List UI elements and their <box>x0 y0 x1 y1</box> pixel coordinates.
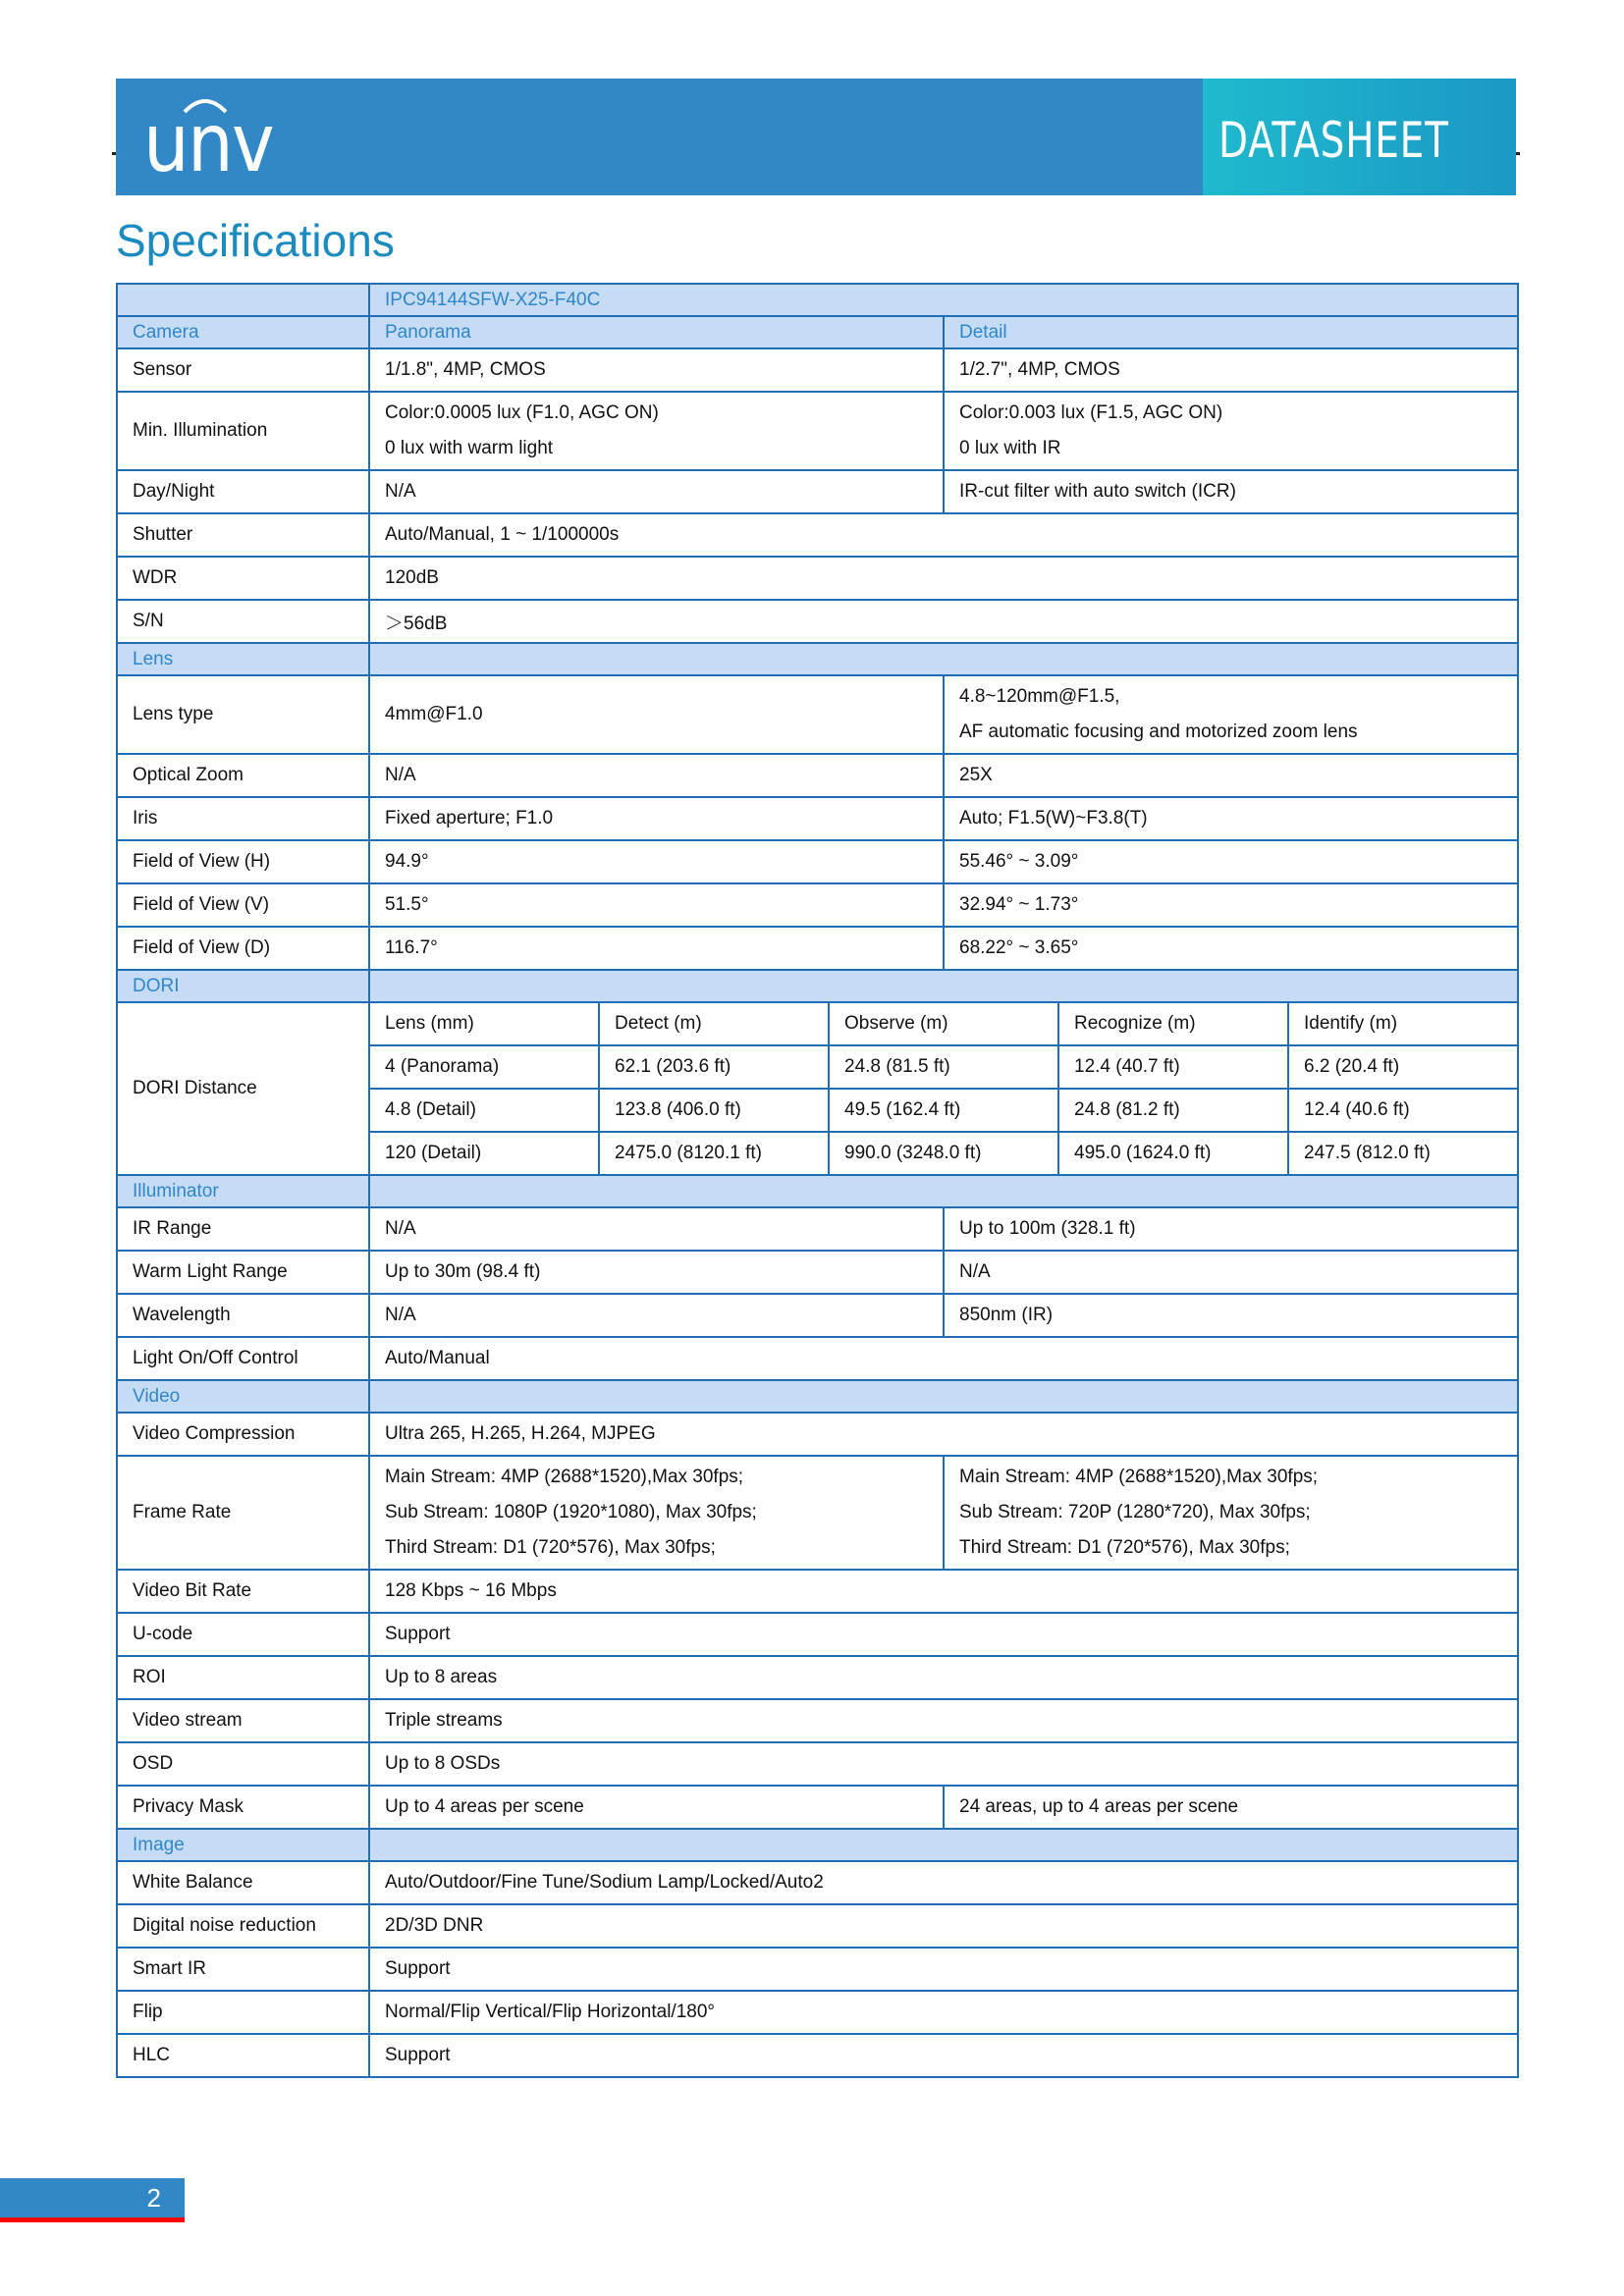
cell-line: 32.94° ~ 1.73° <box>959 894 1079 915</box>
detail-value <box>944 883 1518 927</box>
panorama-value <box>369 797 944 840</box>
cell-line: 4mm@F1.0 <box>385 704 483 724</box>
dori-cell: 120 (Detail) <box>369 1132 599 1175</box>
section-header <box>117 970 1518 1002</box>
panorama-value <box>369 754 944 797</box>
row-label: Day/Night <box>117 470 369 513</box>
spec-row <box>117 600 1518 643</box>
row-label: Shutter <box>117 513 369 557</box>
cell-line: 55.46° ~ 3.09° <box>959 851 1079 872</box>
row-label: Video stream <box>117 1699 369 1742</box>
cell-line: Main Stream: 4MP (2688*1520),Max 30fps; <box>959 1467 1319 1487</box>
spec-row <box>117 1413 1518 1456</box>
row-label: Video Bit Rate <box>117 1570 369 1613</box>
page-number: 2 <box>146 2183 161 2213</box>
section-label: Video <box>117 1380 369 1413</box>
panorama-value <box>369 1294 944 1337</box>
detail-value <box>944 1294 1518 1337</box>
cell-line: AF automatic focusing and motorized zoom lens <box>959 721 1358 742</box>
dori-cell: 24.8 (81.5 ft) <box>829 1045 1058 1089</box>
detail-value <box>944 1456 1518 1570</box>
section-fill <box>369 643 1518 675</box>
dori-cell: 4.8 (Detail) <box>369 1089 599 1132</box>
spec-row <box>117 840 1518 883</box>
cell-line: Fixed aperture; F1.0 <box>385 808 554 828</box>
row-label: Flip <box>117 1991 369 2034</box>
spec-value: Up to 8 OSDs <box>369 1742 1518 1786</box>
dori-cell: 123.8 (406.0 ft) <box>599 1089 829 1132</box>
cell-line: 1/2.7", 4MP, CMOS <box>959 359 1120 380</box>
cell-line: 116.7° <box>385 937 438 958</box>
dori-cell: 49.5 (162.4 ft) <box>829 1089 1058 1132</box>
dori-cell: 4 (Panorama) <box>369 1045 599 1089</box>
cell-line: 0 lux with IR <box>959 438 1061 458</box>
page-title: Specifications <box>116 215 395 266</box>
spec-value: 2D/3D DNR <box>369 1904 1518 1948</box>
spec-row <box>117 883 1518 927</box>
spec-value: Ultra 265, H.265, H.264, MJPEG <box>369 1413 1518 1456</box>
spec-value: ＞56dB <box>369 600 1518 643</box>
cell-line: IR-cut filter with auto switch (ICR) <box>959 481 1236 502</box>
spec-row <box>117 797 1518 840</box>
section-fill <box>369 970 1518 1002</box>
row-label: Min. Illumination <box>117 392 369 470</box>
blank-cell <box>117 284 369 316</box>
spec-row <box>117 1207 1518 1251</box>
cell-line: Color:0.003 lux (F1.5, AGC ON) <box>959 402 1223 423</box>
detail-value <box>944 470 1518 513</box>
model-name: IPC94144SFW-X25-F40C <box>369 284 1518 316</box>
section-label: Camera <box>117 316 369 348</box>
crop-mark <box>1516 152 1520 155</box>
row-label: Iris <box>117 797 369 840</box>
row-label: Optical Zoom <box>117 754 369 797</box>
datasheet-label: DATASHEET <box>1218 112 1449 169</box>
cell-line: Up to 30m (98.4 ft) <box>385 1261 541 1282</box>
crop-mark <box>112 152 116 155</box>
spec-value: Auto/Manual <box>369 1337 1518 1380</box>
spec-row <box>117 1786 1518 1829</box>
spec-row <box>117 1656 1518 1699</box>
column-header-panorama: Panorama <box>369 316 944 348</box>
row-label: WDR <box>117 557 369 600</box>
row-label: Field of View (H) <box>117 840 369 883</box>
dori-cell: 247.5 (812.0 ft) <box>1288 1132 1518 1175</box>
dori-cell: 24.8 (81.2 ft) <box>1058 1089 1288 1132</box>
spec-value: Normal/Flip Vertical/Flip Horizontal/180° <box>369 1991 1518 2034</box>
spec-row <box>117 1861 1518 1904</box>
cell-line: Up to 100m (328.1 ft) <box>959 1218 1136 1239</box>
cell-line: Auto; F1.5(W)~F3.8(T) <box>959 808 1148 828</box>
section-fill <box>369 1175 1518 1207</box>
spec-value: Support <box>369 2034 1518 2077</box>
panorama-value <box>369 675 944 754</box>
cell-line: Color:0.0005 lux (F1.0, AGC ON) <box>385 402 659 423</box>
panorama-value <box>369 1251 944 1294</box>
spec-row <box>117 754 1518 797</box>
detail-value <box>944 840 1518 883</box>
specifications-table <box>116 283 1519 2078</box>
cell-line: 24 areas, up to 4 areas per scene <box>959 1796 1239 1817</box>
panorama-value <box>369 1207 944 1251</box>
cell-line: N/A <box>385 765 416 785</box>
panorama-value <box>369 392 944 470</box>
spec-value: Up to 8 areas <box>369 1656 1518 1699</box>
spec-row <box>117 1337 1518 1380</box>
row-label: HLC <box>117 2034 369 2077</box>
cell-line: Main Stream: 4MP (2688*1520),Max 30fps; <box>385 1467 744 1487</box>
row-label: Smart IR <box>117 1948 369 1991</box>
dori-cell: Identify (m) <box>1288 1002 1518 1045</box>
model-row <box>117 284 1518 316</box>
column-header-detail: Detail <box>944 316 1518 348</box>
row-label: Warm Light Range <box>117 1251 369 1294</box>
detail-value <box>944 754 1518 797</box>
row-label: Frame Rate <box>117 1456 369 1570</box>
cell-line: Sub Stream: 1080P (1920*1080), Max 30fps; <box>385 1502 757 1522</box>
spec-row <box>117 1294 1518 1337</box>
cell-line: 1/1.8", 4MP, CMOS <box>385 359 546 380</box>
spec-row <box>117 392 1518 470</box>
spec-row <box>117 675 1518 754</box>
spec-row <box>117 470 1518 513</box>
cell-line: 94.9° <box>385 851 429 872</box>
row-label: S/N <box>117 600 369 643</box>
section-label: DORI <box>117 970 369 1002</box>
cell-line: 850nm (IR) <box>959 1305 1054 1325</box>
dori-cell: Recognize (m) <box>1058 1002 1288 1045</box>
row-label: OSD <box>117 1742 369 1786</box>
spec-row <box>117 348 1518 392</box>
panorama-value <box>369 927 944 970</box>
cell-line: 51.5° <box>385 894 429 915</box>
cell-line: Third Stream: D1 (720*576), Max 30fps; <box>385 1537 716 1558</box>
header-banner <box>116 79 1516 195</box>
spec-row <box>117 1742 1518 1786</box>
dori-cell: Detect (m) <box>599 1002 829 1045</box>
row-label: ROI <box>117 1656 369 1699</box>
cell-line: 0 lux with warm light <box>385 438 554 458</box>
cell-line: 25X <box>959 765 993 785</box>
cell-line: N/A <box>959 1261 991 1282</box>
spec-value: 120dB <box>369 557 1518 600</box>
dori-cell: Observe (m) <box>829 1002 1058 1045</box>
row-label: Privacy Mask <box>117 1786 369 1829</box>
dori-cell: 495.0 (1624.0 ft) <box>1058 1132 1288 1175</box>
datasheet-badge <box>1203 79 1516 195</box>
spec-value: Auto/Manual, 1 ~ 1/100000s <box>369 513 1518 557</box>
dori-cell: 2475.0 (8120.1 ft) <box>599 1132 829 1175</box>
section-label: Image <box>117 1829 369 1861</box>
cell-line: Sub Stream: 720P (1280*720), Max 30fps; <box>959 1502 1311 1522</box>
spec-row <box>117 1570 1518 1613</box>
row-label: Video Compression <box>117 1413 369 1456</box>
spec-value: 128 Kbps ~ 16 Mbps <box>369 1570 1518 1613</box>
detail-value <box>944 1251 1518 1294</box>
section-header <box>117 1175 1518 1207</box>
spec-value: Triple streams <box>369 1699 1518 1742</box>
dori-cell: 12.4 (40.7 ft) <box>1058 1045 1288 1089</box>
spec-row <box>117 1948 1518 1991</box>
page-number-box <box>0 2178 185 2217</box>
section-header <box>117 1829 1518 1861</box>
detail-value <box>944 675 1518 754</box>
panorama-value <box>369 883 944 927</box>
spec-row <box>117 927 1518 970</box>
unv-logo <box>143 90 271 188</box>
panorama-value <box>369 1786 944 1829</box>
section-fill <box>369 1380 1518 1413</box>
spec-row <box>117 1991 1518 2034</box>
detail-value <box>944 1207 1518 1251</box>
cell-line: Third Stream: D1 (720*576), Max 30fps; <box>959 1537 1290 1558</box>
section-label: Lens <box>117 643 369 675</box>
spec-row <box>117 1456 1518 1570</box>
cell-line: N/A <box>385 1218 416 1239</box>
dori-cell: Lens (mm) <box>369 1002 599 1045</box>
panorama-value <box>369 840 944 883</box>
cell-line: 4.8~120mm@F1.5, <box>959 686 1120 707</box>
row-label: IR Range <box>117 1207 369 1251</box>
spec-row <box>117 513 1518 557</box>
spec-row <box>117 557 1518 600</box>
row-label: Wavelength <box>117 1294 369 1337</box>
row-label: White Balance <box>117 1861 369 1904</box>
section-label: Illuminator <box>117 1175 369 1207</box>
dori-cell: 6.2 (20.4 ft) <box>1288 1045 1518 1089</box>
dori-cell: 12.4 (40.6 ft) <box>1288 1089 1518 1132</box>
detail-value <box>944 348 1518 392</box>
cell-line: Up to 4 areas per scene <box>385 1796 584 1817</box>
spec-value: Support <box>369 1613 1518 1656</box>
panorama-value <box>369 1456 944 1570</box>
spec-row <box>117 1904 1518 1948</box>
spec-row <box>117 2034 1518 2077</box>
row-label: Field of View (V) <box>117 883 369 927</box>
page-number-underline <box>0 2217 185 2222</box>
section-header <box>117 643 1518 675</box>
row-label: U-code <box>117 1613 369 1656</box>
row-label: Field of View (D) <box>117 927 369 970</box>
dori-cell: 990.0 (3248.0 ft) <box>829 1132 1058 1175</box>
row-label: Sensor <box>117 348 369 392</box>
dori-row <box>117 1002 1518 1045</box>
detail-value <box>944 927 1518 970</box>
section-fill <box>369 1829 1518 1861</box>
section-header <box>117 316 1518 348</box>
dori-cell: 62.1 (203.6 ft) <box>599 1045 829 1089</box>
row-label: Lens type <box>117 675 369 754</box>
detail-value <box>944 797 1518 840</box>
brand-name: unv <box>143 97 273 190</box>
row-label: DORI Distance <box>117 1002 369 1175</box>
cell-line: 68.22° ~ 3.65° <box>959 937 1079 958</box>
spec-row <box>117 1613 1518 1656</box>
detail-value <box>944 392 1518 470</box>
cell-line: N/A <box>385 1305 416 1325</box>
section-header <box>117 1380 1518 1413</box>
spec-row <box>117 1699 1518 1742</box>
panorama-value <box>369 348 944 392</box>
panorama-value <box>369 470 944 513</box>
spec-value: Auto/Outdoor/Fine Tune/Sodium Lamp/Locked/Auto2 <box>369 1861 1518 1904</box>
row-label: Light On/Off Control <box>117 1337 369 1380</box>
spec-row <box>117 1251 1518 1294</box>
detail-value <box>944 1786 1518 1829</box>
row-label: Digital noise reduction <box>117 1904 369 1948</box>
spec-value: Support <box>369 1948 1518 1991</box>
cell-line: N/A <box>385 481 416 502</box>
